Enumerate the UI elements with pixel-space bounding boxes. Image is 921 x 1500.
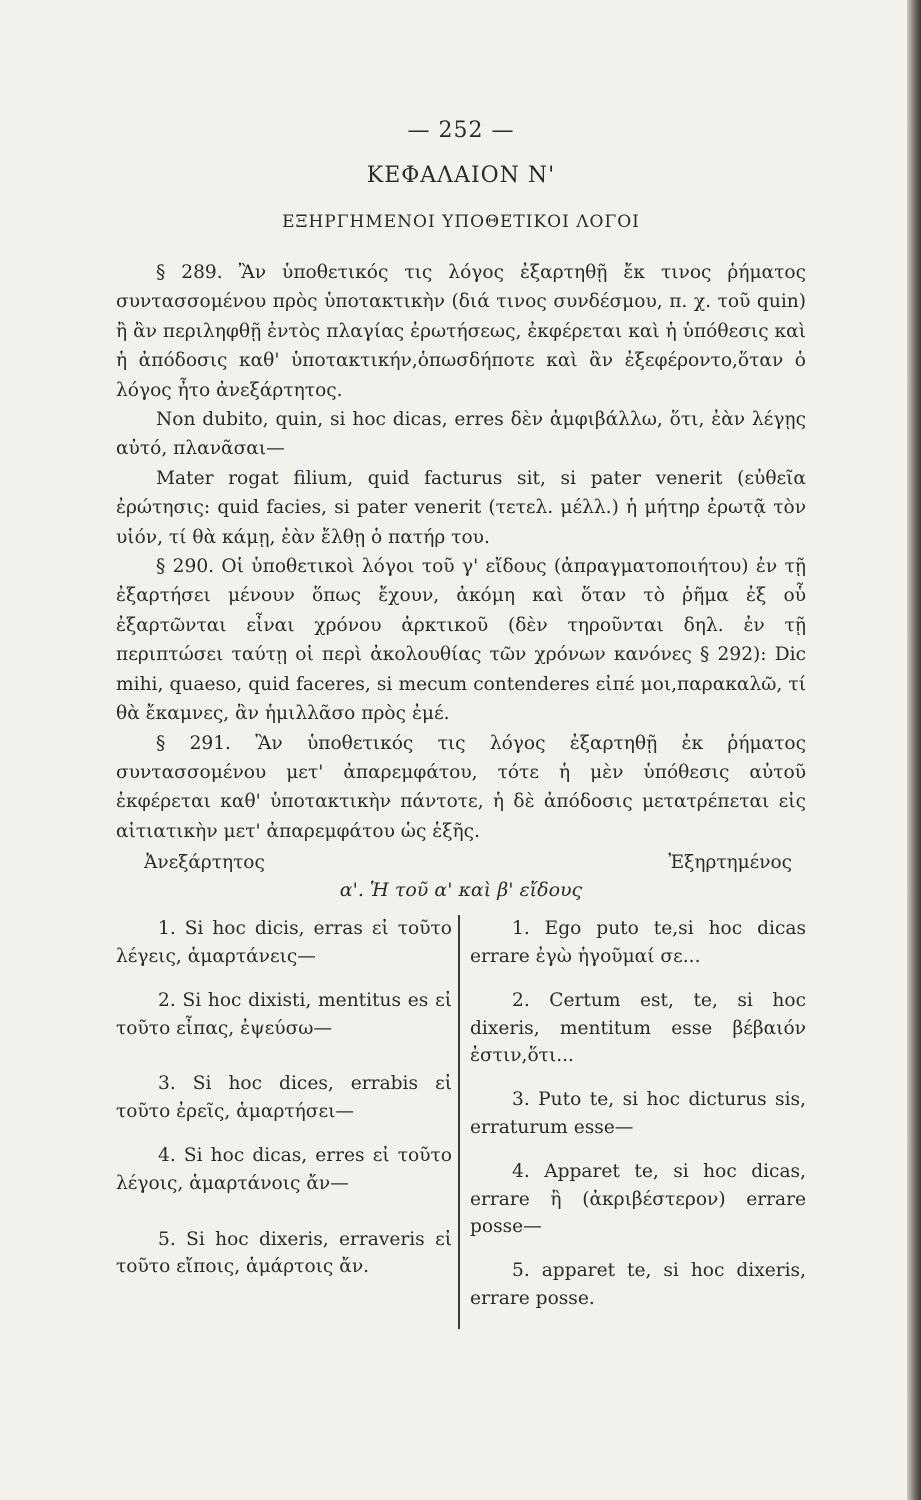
section-291: § 291. Ἂν ὑποθετικός τις λόγος ἐξαρτηθῇ ἐκ ῥήματος συντασσομένου μετ' ἀπαρεμφάτου, τότε ἡ μὲν ὑπόθεσις αὐτοῦ ἐκφέρεται καθ' ὑποτακτικὴν πάντοτε, ἡ δὲ ἀπόδοσις μετατρέπεται εἰς αἰτιατικὴν μετ' ἀπαρεμφάτου ὡς ἑξῆς. [116,732,806,842]
table-headers [116,852,806,873]
list-item: 4. Apparet te, si hoc dicas, errare ἢ (ἀκριβέστερον) errare posse— [470,1160,806,1238]
list-item: 1. Ego puto te,si hoc dicas errare ἐγὼ ἡγοῦμαί σε... [470,918,806,967]
section-289: § 289. Ἂν ὑποθετικός τις λόγος ἐξαρτηθῇ ἔκ τινος ῥήματος συντασσομένου πρὸς ὑποτακτικὴν (διά τινος συνδέσμου, π. χ. τοῦ quin) ἢ ἂν περιληφθῇ ἐντὸς πλαγίας ἐρωτήσεως, ἐκφέρεται καὶ ἡ ὑπόθεσις καὶ ἡ ἀπόδοσις καθ' ὑποτακτικήν,ὁπωσδήποτε καὶ ἂν ἐξεφέροντο,ὅταν ὁ λόγος ἦτο ἀνεξάρτητος. [116,262,806,401]
list-item: 3. Puto te, si hoc dicturus sis, erraturum esse— [470,1089,806,1138]
list-item: 5. Si hoc dixeris, erraveris εἰ τοῦτο εἴποις, ἁμάρτοις ἄν. [116,1228,452,1278]
section-290: § 290. Οἱ ὑποθετικοὶ λόγοι τοῦ γ' εἴδους (ἀπραγματοποιήτου) ἐν τῇ ἐξαρτήσει μένουν ὅπως ἔχουν, ἀκόμη καὶ ὅταν τὸ ῥῆμα ἐξ οὗ ἐξαρτῶνται εἶναι χρόνου ἀρκτικοῦ (δὲν τηροῦνται δηλ. ἐν τῇ περιπτώσει ταύτῃ οἱ περὶ ἀκολουθίας τῶν χρόνων κανόνες § 292): Dic mihi, quaeso, quid faceres, si mecum contenderes εἰπέ μοι,παρακαλῶ, τί θὰ ἔκαμνες, ἂν ἡμιλλᾶσο πρὸς ἐμέ. [116,556,806,725]
section-289-example-2: Mater rogat filium, quid facturus sit, si pater venerit (εὐθεῖα ἐρώτησις: quid facies, si pater venerit (τετελ. μέλλ.) ἡ μήτηρ ἐρωτᾷ τὸν υἱόν, τί θὰ κάμῃ, ἐὰν ἔλθῃ ὁ πατήρ του. [116,467,806,548]
left-column-header: Ἀνεξάρτητος [144,852,265,874]
right-column-header: Ἐξηρτημένος [668,852,792,874]
independent-column [116,915,458,1329]
list-item: 1. Si hoc dicis, erras εἰ τοῦτο λέγεις, ἁμαρτάνεις— [116,918,452,967]
chapter-title: ΚΕΦΑΛΑΙΟΝ Ν' [366,163,556,188]
page-number: — 252 — [407,118,515,143]
kind-heading: α'. Ἡ τοῦ α' καὶ β' εἴδους [339,879,583,902]
dependent-column [458,915,806,1329]
list-item: 3. Si hoc dices, errabis εἰ τοῦτο ἐρεῖς, ἁμαρτήσει— [116,1073,452,1123]
list-item: 4. Si hoc dicas, erres εἰ τοῦτο λέγοις, ἁμαρτάνοις ἄν— [116,1144,452,1194]
chapter-subtitle: ΕΞΗΡΓΗΜΕΝΟΙ ΥΠΟΘΕΤΙΚΟΙ ΛΟΓΟΙ [282,212,640,232]
page-edge-shadow [907,0,921,1500]
comparison-table [116,915,806,1329]
list-item: 5. apparet te, si hoc dixeris, errare posse. [470,1260,806,1309]
section-289-example-1: Non dubito, quin, si hoc dicas, erres δὲν ἀμφιβάλλω, ὅτι, ἐὰν λέγῃς αὐτό, πλανᾶσαι— [116,409,806,460]
list-item: 2. Si hoc dixisti, mentitus es εἰ τοῦτο εἶπας, ἐψεύσω— [116,989,452,1039]
book-page [116,110,806,1329]
list-item: 2. Certum est, te, si hoc dixeris, mentitum esse βέβαιόν ἐστιν,ὅτι... [470,989,806,1067]
